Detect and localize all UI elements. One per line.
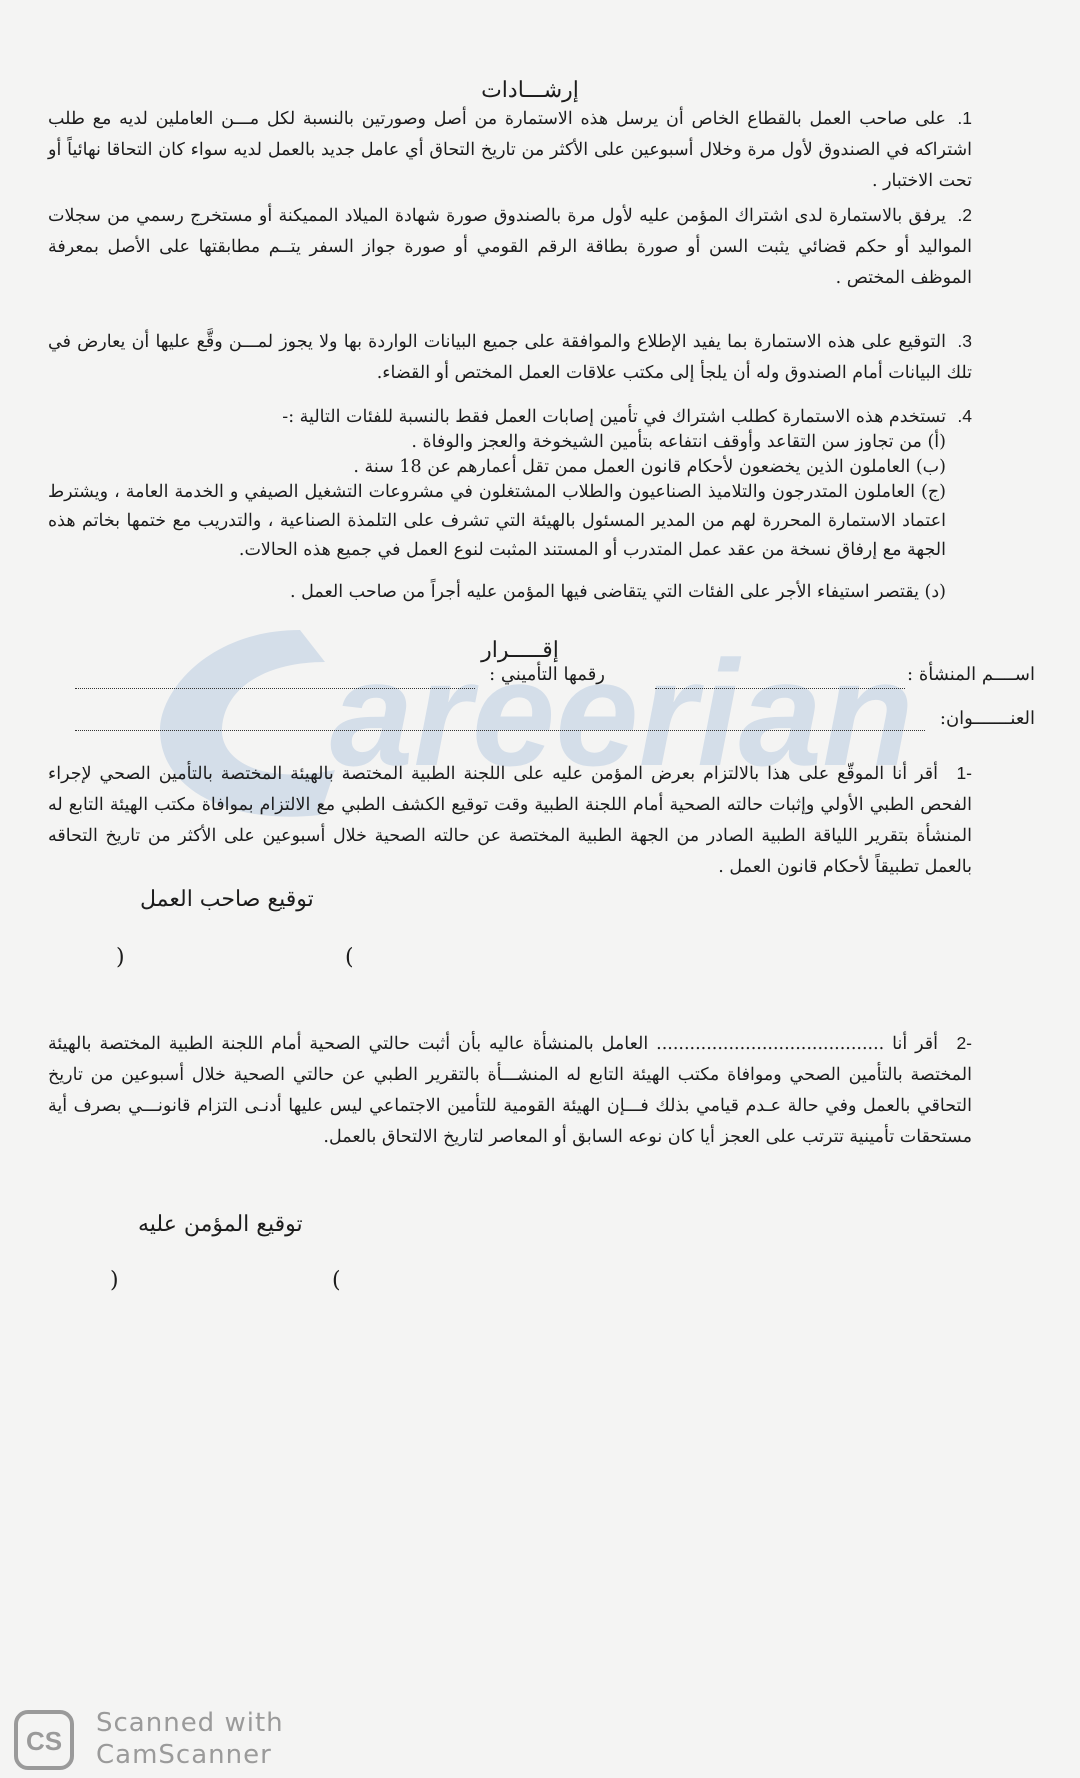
- instruction-text: التوقيع على هذه الاستمارة بما يفيد الإطلاع والموافقة على جميع البيانات الواردة بها ولا يجوز لمـــن وقَّع عليها أن يعارض في تلك البيانات أمام الصندوق وله أن يلجأ إلى مكتب علاقات العمل المختص أو القضاء.: [48, 332, 972, 383]
- establishment-name-line: [655, 688, 905, 689]
- logo-text: CS: [25, 1726, 63, 1756]
- establishment-row: [75, 664, 1035, 698]
- category-text: العاملون المتدرجون والتلاميذ الصناعيون والطلاب المشتغلون في مشروعات التشغيل الصيفي و الخدمة العامة ، ويشترط اعتماد الاستمارة المحررة لهم من المدير المسئول بالهيئة التي تشرف على التلمذة الصناعية ، والتدريب مع ختمها بخاتم هذه الجهة مع إرفاق نسخة من عقد عمل المتدرب أو المستند المثبت لنوع العمل في جميع هذه الحالات.: [48, 482, 946, 560]
- insured-signature-close-paren: (: [332, 1268, 341, 1293]
- category-text: من تجاوز سن التقاعد وأوقف انتفاعه بتأمين الشيخوخة والعجز والوفاة .: [411, 432, 922, 452]
- category-letter: (د): [924, 582, 946, 602]
- instruction-number: 3.: [957, 331, 972, 351]
- employer-signature-close-paren: (: [345, 945, 354, 970]
- instruction-text: يرفق بالاستمارة لدى اشتراك المؤمن عليه لأول مرة بالصندوق صورة شهادة الميلاد المميكنة أو مستخرج رسمي من سجلات المواليد أو حكم قضائي يثبت السن أو صورة بطاقة الرقم القومي أو صورة جواز السفر يتــم مطابقتها على الأصل بمعرفة الموظف المختص .: [48, 206, 972, 288]
- scanned-with-text: Scanned with: [96, 1708, 284, 1738]
- category-letter: (ج): [921, 482, 946, 502]
- declaration-title: إقـــــرار: [481, 638, 559, 663]
- address-line: [75, 730, 925, 731]
- instruction-1: [48, 103, 972, 197]
- camscanner-logo-icon: [14, 1710, 74, 1770]
- employer-signature-label: توقيع صاحب العمل: [140, 887, 314, 912]
- category-d: [48, 578, 972, 607]
- category-letter: (ب): [915, 457, 946, 477]
- instruction-number: 1.: [957, 108, 972, 128]
- address-row: [75, 708, 1035, 742]
- instruction-number: 2.: [957, 205, 972, 225]
- watermark-text: areerian: [330, 629, 910, 797]
- instructions-title: إرشـــادات: [481, 78, 579, 103]
- declaration-text: أقر أنا الموقّع على هذا بالالتزام بعرض المؤمن عليه على اللجنة الطبية المختصة بالهيئة المختصة بالتأمين الصحي لإجراء الفحص الطبي الأولي وإثبات حالته الصحية أمام اللجنة الطبية وقت توقيع الكشف الطبي مع الالتزام بموافاة مكتب الهيئة التابع له المنشأة بتقرير اللياقة الطبية الصادر من الجهة الطبية المختصة عن حالته الصحية خلال أسبوعين على الأكثر من تاريخ التحاقه بالعمل تطبيقاً لأحكام قانون العمل .: [48, 764, 972, 877]
- instruction-text: على صاحب العمل بالقطاع الخاص أن يرسل هذه الاستمارة من أصل وصورتين بالنسبة لكل مـــن العاملين لديه مع طلب اشتراكه في الصندوق لأول مرة وخلال أسبوعين على الأكثر من تاريخ التحاق أي عامل جديد بالعمل لديه سواء كان التحاقا نهائياً أو تحت الاختبار .: [48, 109, 972, 191]
- declaration-2: [48, 1028, 972, 1153]
- instruction-text: تستخدم هذه الاستمارة كطلب اشتراك في تأمين إصابات العمل فقط بالنسبة للفئات التالية :-: [282, 407, 946, 427]
- insured-signature-label: توقيع المؤمن عليه: [138, 1212, 303, 1237]
- declaration-number: -1: [956, 763, 972, 783]
- establishment-name-label: اســــم المنشأة :: [907, 664, 1035, 685]
- employer-signature-open-paren: ): [116, 945, 125, 970]
- insurance-number-label: رقمها التأميني :: [489, 664, 605, 685]
- instruction-3: [48, 326, 972, 389]
- address-label: العنـــــــوان:: [939, 708, 1035, 729]
- insured-signature-open-paren: ): [110, 1268, 119, 1293]
- camscanner-text: CamScanner: [96, 1740, 272, 1770]
- insurance-number-line: [75, 688, 475, 689]
- category-c: [48, 478, 972, 565]
- declaration-1: [48, 758, 972, 883]
- declaration-text: أقر أنا ......................................... العامل بالمنشأة عاليه بأن أثبت حالتي الصحية أمام اللجنة الطبية المختصة بالهيئة المختصة بالتأمين الصحي وموافاة مكتب الهيئة التابع له المنشـــأة بالتقرير الطبي عن حالتي الصحية خلال أسبوعين من تاريخ التحاقي بالعمل وفي حالة عـدم قيامي بذلك فـــإن الهيئة القومية للتأمين الاجتماعي ليس عليها أدنـى التزام قانونـــي بصرف أية مستحقات تأمينية تترتب على العجز أيا كان نوعه السابق أو المعاصر لتاريخ الالتحاق بالعمل.: [48, 1034, 972, 1147]
- instruction-number: 4.: [957, 406, 972, 426]
- instruction-2: [48, 200, 972, 294]
- category-text: العاملون الذين يخضعون لأحكام قانون العمل ممن تقل أعمارهم عن 18 سنة .: [353, 457, 911, 477]
- category-letter: (أ): [927, 432, 946, 452]
- category-text: يقتصر استيفاء الأجر على الفئات التي يتقاضى فيها المؤمن عليه أجراً من صاحب العمل .: [289, 582, 919, 602]
- declaration-number: -2: [956, 1033, 972, 1053]
